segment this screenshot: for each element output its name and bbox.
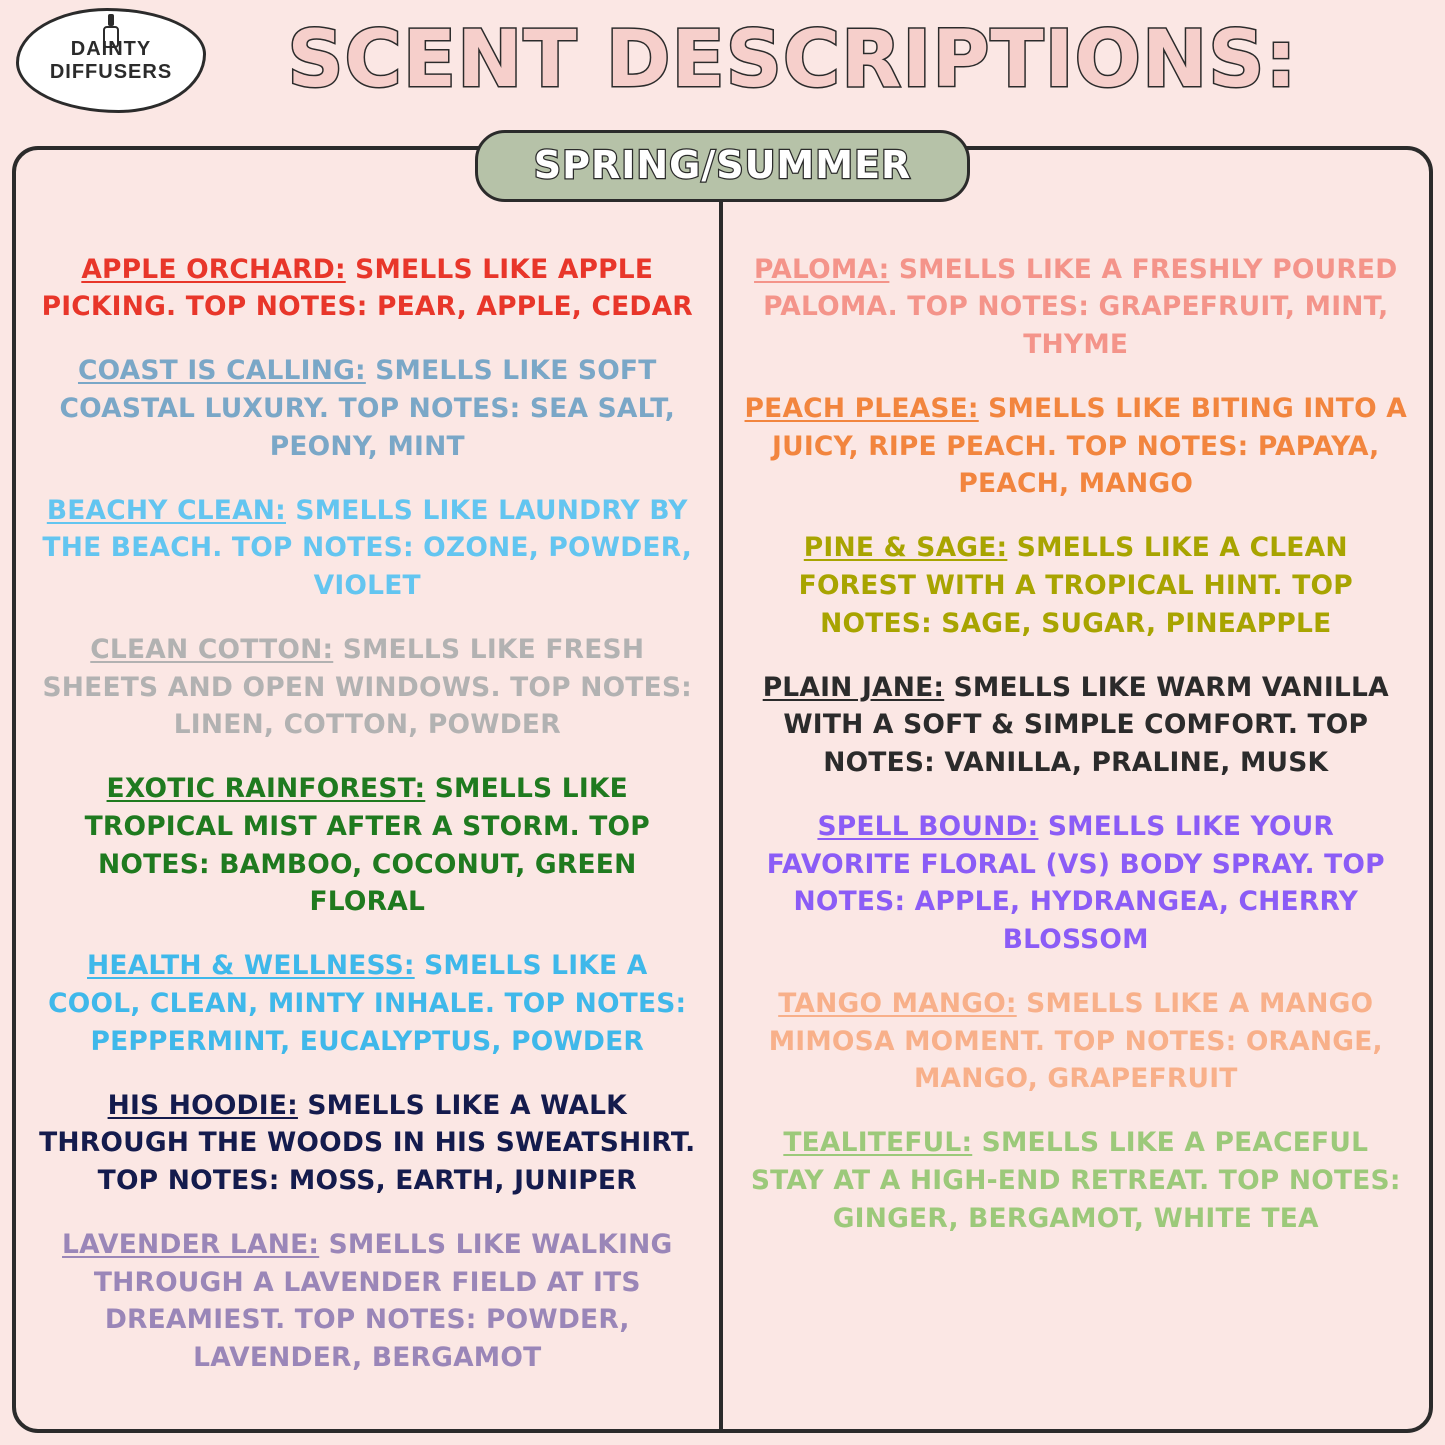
scent-description: SMELLS LIKE BITING INTO A JUICY, RIPE PEACH. TOP NOTES: PAPAYA, PEACH, MANGO <box>772 392 1407 500</box>
scent-name: PINE & SAGE: <box>803 532 1008 564</box>
scent-name: HIS HOODIE: <box>107 1089 298 1121</box>
scent-name: SPELL BOUND: <box>817 811 1039 842</box>
scent-name: PLAIN JANE: <box>762 671 945 703</box>
season-badge: SPRING/SUMMER <box>475 130 971 202</box>
scent-description: SMELLS LIKE LAUNDRY BY THE BEACH. TOP NOTES: OZONE, POWDER, VIOLET <box>42 494 693 601</box>
scent-name: TANGO MANGO: <box>778 988 1017 1019</box>
scent-entry <box>38 492 697 605</box>
scent-name: COAST IS CALLING: <box>77 355 366 387</box>
brand-logo <box>16 8 206 113</box>
scent-name: EXOTIC RAINFOREST: <box>106 773 426 805</box>
scent-description: SMELLS LIKE FRESH SHEETS AND OPEN WINDOWS. TOP NOTES: LINEN, COTTON, POWDER <box>42 634 692 741</box>
scent-name: PEACH PLEASE: <box>744 392 979 424</box>
scent-description: SMELLS LIKE SOFT COASTAL LUXURY. TOP NOTES: SEA SALT, PEONY, MINT <box>59 355 676 462</box>
scent-name: HEALTH & WELLNESS: <box>87 950 415 982</box>
scent-entry <box>38 251 697 326</box>
scent-entry <box>38 1087 697 1200</box>
scent-entry <box>745 529 1408 642</box>
scent-name: APPLE ORCHARD: <box>81 253 346 285</box>
scent-entry <box>38 947 697 1060</box>
scent-name: PALOMA: <box>754 253 890 285</box>
scent-description: SMELLS LIKE TROPICAL MIST AFTER A STORM. TOP NOTES: BAMBOO, COCONUT, GREEN FLORAL <box>84 773 650 918</box>
scent-entry <box>745 669 1408 782</box>
scent-name: BEACHY CLEAN: <box>46 494 286 526</box>
scent-entry <box>745 985 1408 1098</box>
scent-entry <box>38 770 697 921</box>
scent-description: SMELLS LIKE WARM VANILLA WITH A SOFT & SIMPLE COMFORT. TOP NOTES: VANILLA, PRALINE, MUSK <box>783 671 1389 778</box>
scent-description: SMELLS LIKE A PEACEFUL STAY AT A HIGH-END RETREAT. TOP NOTES: GINGER, BERGAMOT, WHITE TEA <box>750 1127 1401 1234</box>
scent-entry <box>38 1226 697 1377</box>
scent-column-right <box>723 150 1430 1429</box>
scent-description: SMELLS LIKE A MANGO MIMOSA MOMENT. TOP NOTES: ORANGE, MANGO, GRAPEFRUIT <box>768 988 1383 1095</box>
scent-description: SMELLS LIKE APPLE PICKING. TOP NOTES: PEAR, APPLE, CEDAR <box>41 253 693 323</box>
scent-list-card <box>12 146 1433 1433</box>
brand-line-2: DIFFUSERS <box>49 60 173 83</box>
page-title: SCENT DESCRIPTIONS: <box>287 15 1298 105</box>
brand-line-1: DAINTY <box>70 37 152 60</box>
scent-description: SMELLS LIKE WALKING THROUGH A LAVENDER FIELD AT ITS DREAMIEST. TOP NOTES: POWDER, LAVENDER, BERGAMOT <box>93 1229 673 1373</box>
scent-entry <box>745 390 1408 503</box>
scent-entry <box>745 808 1408 959</box>
page-header <box>0 0 1445 120</box>
scent-entry <box>38 631 697 744</box>
scent-description: SMELLS LIKE A FRESHLY POURED PALOMA. TOP NOTES: GRAPEFRUIT, MINT, THYME <box>763 253 1398 360</box>
scent-entry <box>745 1124 1408 1237</box>
scent-name: LAVENDER LANE: <box>62 1229 320 1261</box>
scent-description: SMELLS LIKE A CLEAN FOREST WITH A TROPICAL HINT. TOP NOTES: SAGE, SUGAR, PINEAPPLE <box>798 532 1353 639</box>
scent-description: SMELLS LIKE A WALK THROUGH THE WOODS IN HIS SWEATSHIRT. TOP NOTES: MOSS, EARTH, JUNIPER <box>39 1089 696 1196</box>
scent-name: TEALITEFUL: <box>783 1127 973 1159</box>
scent-entry <box>745 251 1408 364</box>
scent-description: SMELLS LIKE A COOL, CLEAN, MINTY INHALE. TOP NOTES: PEPPERMINT, EUCALYPTUS, POWDER <box>48 950 687 1057</box>
brand-name <box>50 38 172 84</box>
scent-column-left <box>16 150 723 1429</box>
season-pill-wrapper <box>0 130 1445 202</box>
scent-description: SMELLS LIKE YOUR FAVORITE FLORAL (VS) BODY SPRAY. TOP NOTES: APPLE, HYDRANGEA, CHERRY BLOSSOM <box>766 811 1385 955</box>
scent-entry <box>38 352 697 465</box>
scent-name: CLEAN COTTON: <box>90 634 334 665</box>
